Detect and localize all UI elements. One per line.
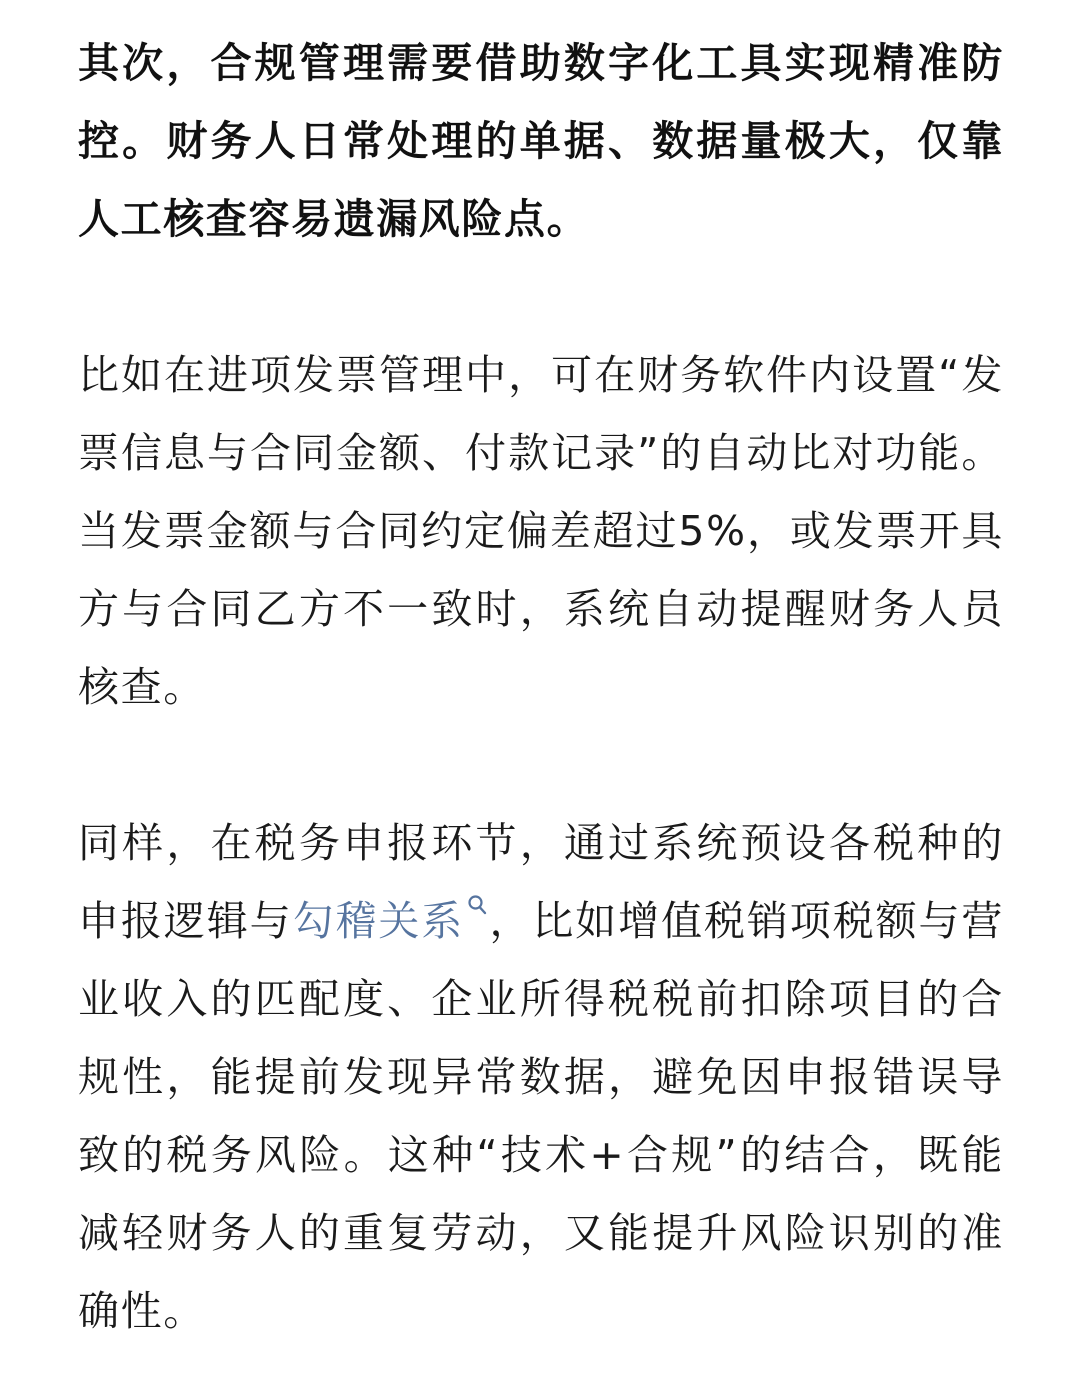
paragraph-invoice-example: 比如在进项发票管理中，可在财务软件内设置“发票信息与合同金额、付款记录”的自动比对功能。当发票金额与合同约定偏差超过5%，或发票开具方与合同乙方不一致时，系统自动提醒财务人员核查。 [78,351,1004,711]
paragraph-tax-declaration [78,804,1004,1350]
keyword-link-label: 勾稽关系 [292,897,465,945]
paragraph-text-before-link: 同样，在税务申报环节，通过系统预设各税种的申报逻辑与 [78,819,1004,945]
search-icon[interactable] [467,894,487,918]
article-body [78,24,1004,1350]
paragraph-intro: 其次，合规管理需要借助数字化工具实现精准防控。财务人日常处理的单据、数据量极大，仅靠人工核查容易遗漏风险点。 [78,39,1004,243]
paragraph-text-after-link: ，比如增值税销项税额与营业收入的匹配度、企业所得税税前扣除项目的合规性，能提前发现异常数据，避免因申报错误导致的税务风险。这种“技术+合规”的结合，既能减轻财务人的重复劳动，又能提升风险识别的准确性。 [78,897,1005,1335]
keyword-link[interactable] [293,897,490,945]
